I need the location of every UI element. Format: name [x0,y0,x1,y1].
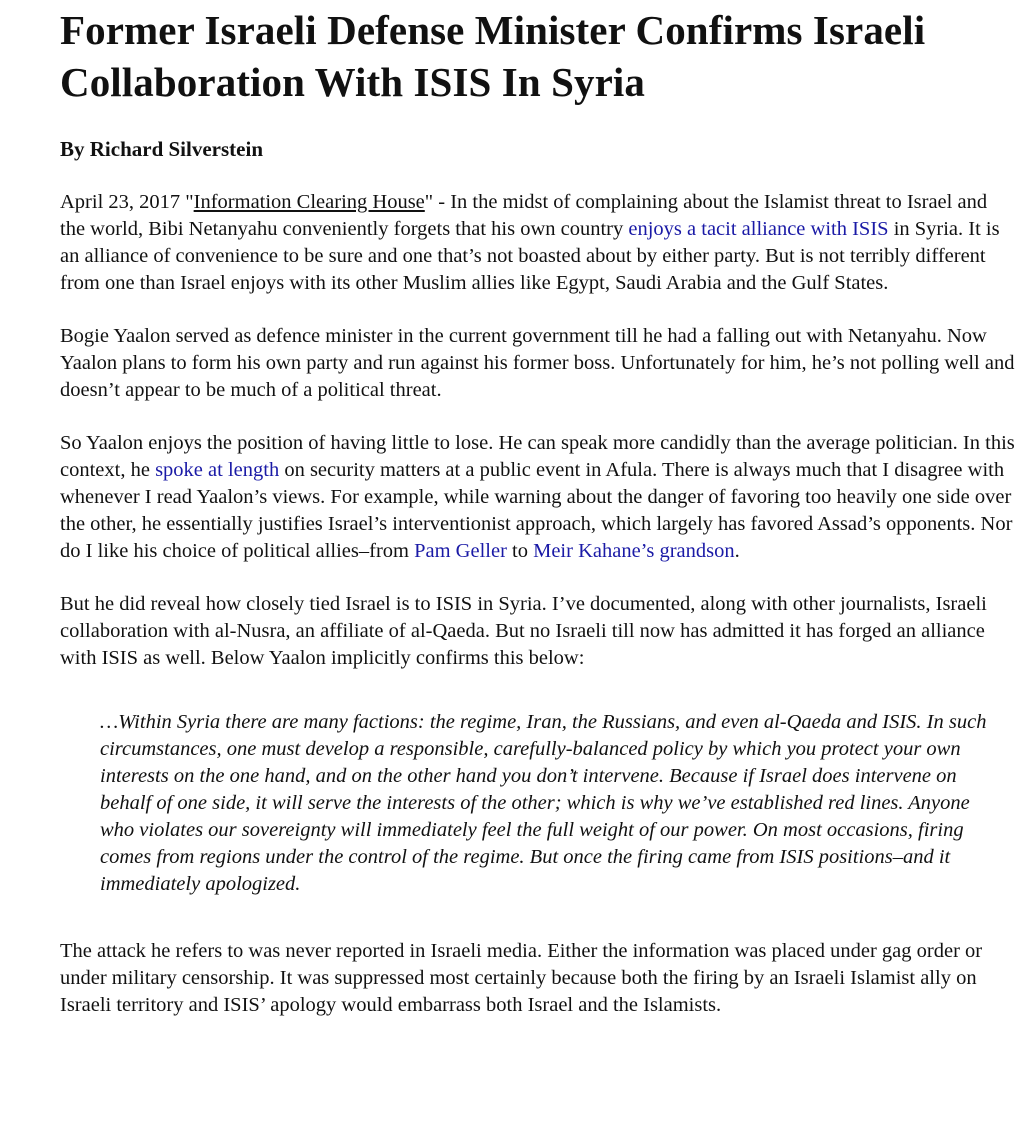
paragraph-4: But he did reveal how closely tied Israel is to ISIS in Syria. I’ve documented, along with other journalists, Israeli collaboration with al-Nusra, an affiliate of al-Qaeda. But no Israeli till now has admitted it has forged an alliance with ISIS as well. Below Yaalon implicitly confirms this below: [60,593,987,669]
paragraph-1 [60,189,1015,297]
article-title: Former Israeli Defense Minister Confirms Israeli Collaboration With ISIS In Syria [60,7,926,105]
paragraph-2: Bogie Yaalon served as defence minister in the current government till he had a falling out with Netanyahu. Now Yaalon plans to form his own party and run against his former boss. Unfortunately for him, he’s not polling well and doesn’t appear to be much of a political threat. [60,325,1015,401]
date-text: April 23, 2017 " [60,191,194,213]
block-quote: …Within Syria there are many factions: the regime, Iran, the Russians, and even al-Qaeda and ISIS. In such circumstances, one must develop a responsible, carefully-balanced policy by which you protect your own interests on the one hand, and on the other hand you don’t intervene. Because if Israel does intervene on behalf of one side, it will serve the interests of the other; which is why we’ve established red lines. Anyone who violates our sovereignty will immediately feel the full weight of our power. On most occasions, firing comes from regions under the control of the regime. But once the firing came from ISIS positions–and it immediately apologized. [100,711,987,895]
paragraph-5: The attack he refers to was never reported in Israeli media. Either the information was placed under gag order or under military censorship. It was suppressed most certainly because both the firing by an Israeli Islamist ally on Israeli territory and ISIS’ apology would embarrass both Israel and the Islamists. [60,940,983,1016]
paragraph-3-text-b: on security matters at a public event in Afula. There is always much that I disagree with whenever I read Yaalon’s views. For example, while warning about the danger of favoring too heavily one side over the other, he essentially justifies Israel’s interventionist approach, which largely has favored Assad’s opponents. Nor do I like his choice of political allies–from [60,459,1013,562]
kahane-grandson-link[interactable]: Meir Kahane’s grandson [533,540,735,562]
paragraph-3-text-a: So Yaalon enjoys the position of having little to lose. He can speak more candidly than the average politician. In this context, he [60,432,1015,481]
paragraph-1-text-b: in Syria. It is an alliance of convenience to be sure and one that’s not boasted about by either party. But is not terribly different from one than Israel enjoys with its other Muslim allies like Egypt, Saudi Arabia and the Gulf States. [60,218,1000,294]
pam-geller-link[interactable]: Pam Geller [414,540,507,562]
tacit-alliance-link[interactable]: enjoys a tacit alliance with ISIS [628,218,889,240]
byline: By Richard Silverstein [60,137,263,161]
source-link[interactable]: Information Clearing House [193,191,425,213]
paragraph-1-text-a: " - In the midst of complaining about the Islamist threat to Israel and the world, Bibi Netanyahu conveniently forgets that his own country [60,191,988,240]
paragraph-3-text-c: to [506,540,534,562]
spoke-at-length-link[interactable]: spoke at length [155,459,280,481]
paragraph-3 [60,430,1015,565]
article [60,0,1015,1019]
paragraph-3-text-d: . [734,540,740,562]
